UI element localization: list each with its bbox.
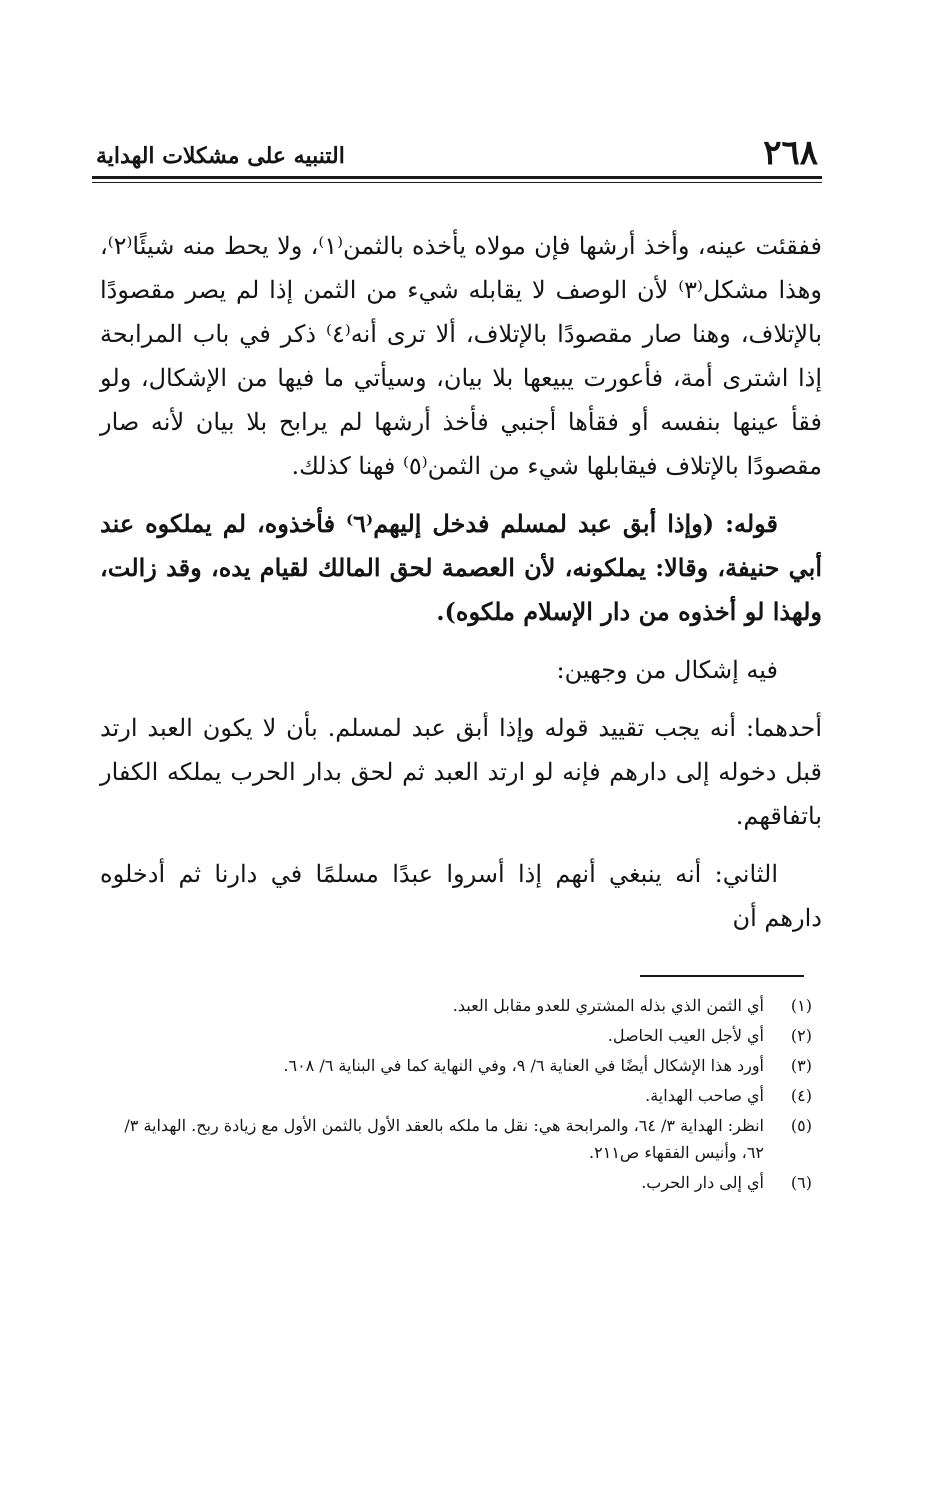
header-rule-thick [92, 176, 822, 179]
footnote-item [100, 1022, 812, 1049]
footnote-number: (٤) [790, 1086, 812, 1105]
footnote-text: أورد هذا الإشكال أيضًا في العناية ٦/ ٩، وفي النهاية كما في البناية ٦/ ٦٠٨. [283, 1056, 764, 1075]
footnote-item [100, 1112, 812, 1166]
footnote-number: (٢) [790, 1026, 812, 1045]
footnote-text: أي إلى دار الحرب. [641, 1173, 764, 1192]
footnote-item [100, 1169, 812, 1196]
paragraph: ففقئت عينه، وأخذ أرشها فإن مولاه يأخذه بالثمن⁽١⁾، ولا يحط منه شيئًا⁽٢⁾، وهذا مشكل⁽٣⁾ لأن الوصف لا يقابله شيء من الثمن إذا لم يصر مقصودًا بالإتلاف، وهنا صار مقصودًا بالإتلاف، ألا ترى أنه⁽٤⁾ ذكر في باب المرابحة إذا اشترى أمة، فأعورت يبيعها بلا بيان، وسيأتي ما فيها من الإشكال، ولو فقأ عينها بنفسه أو فقأها أجنبي فأخذ أرشها لم يرابح بلا بيان لأنه صار مقصودًا بالإتلاف فيقابلها شيء من الثمن⁽٥⁾ فهنا كذلك. [100, 232, 823, 480]
footnote-number: (١) [790, 996, 812, 1015]
paragraph: فيه إشكال من وجهين: [556, 656, 778, 684]
footnote-text: أي لأجل العيب الحاصل. [607, 1026, 764, 1045]
paragraph: أحدهما: أنه يجب تقييد قوله وإذا أبق عبد لمسلم. بأن لا يكون العبد ارتد قبل دخوله إلى دارهم فإنه لو ارتد العبد ثم لحق بدار الحرب يملكه الكفار باتفاقهم. [100, 714, 822, 830]
footnote-number: (٣) [790, 1056, 812, 1075]
footnote-text: انظر: الهداية ٣/ ٦٤، والمرابحة هي: نقل ما ملكه بالعقد الأول بالثمن الأول مع زيادة ربح. الهداية ٣/ ٦٢، وأنيس الفقهاء ص٢١١. [124, 1116, 764, 1162]
footnote-item [100, 992, 812, 1019]
footnote-item [100, 1082, 812, 1109]
paragraph: الثاني: أنه ينبغي أنهم إذا أسروا عبدًا مسلمًا في دارنا ثم أدخلوه دارهم أن [100, 860, 822, 932]
quoted-paragraph: قوله: (وإذا أبق عبد لمسلم فدخل إليهم⁽٦⁾ فأخذوه، لم يملكوه عند أبي حنيفة، وقالا: يملكونه، لأن العصمة لحق المالك لقيام يده، وقد زالت، ولهذا لو أخذوه من دار الإسلام ملكوه). [100, 509, 822, 626]
footnote-separator [640, 975, 804, 977]
footnote-item [100, 1052, 812, 1079]
main-text [100, 224, 822, 954]
footnotes [100, 992, 812, 1199]
footnote-text: أي الثمن الذي بذله المشتري للعدو مقابل العبد. [452, 996, 764, 1015]
footnote-number: (٦) [790, 1173, 812, 1192]
footnote-number: (٥) [790, 1116, 812, 1135]
page-number: ٢٦٨ [763, 133, 818, 173]
footnote-text: أي صاحب الهداية. [645, 1086, 764, 1105]
header-rule-thin [92, 182, 822, 183]
running-title: التنبيه على مشكلات الهداية [96, 143, 345, 169]
page-header [92, 132, 822, 176]
